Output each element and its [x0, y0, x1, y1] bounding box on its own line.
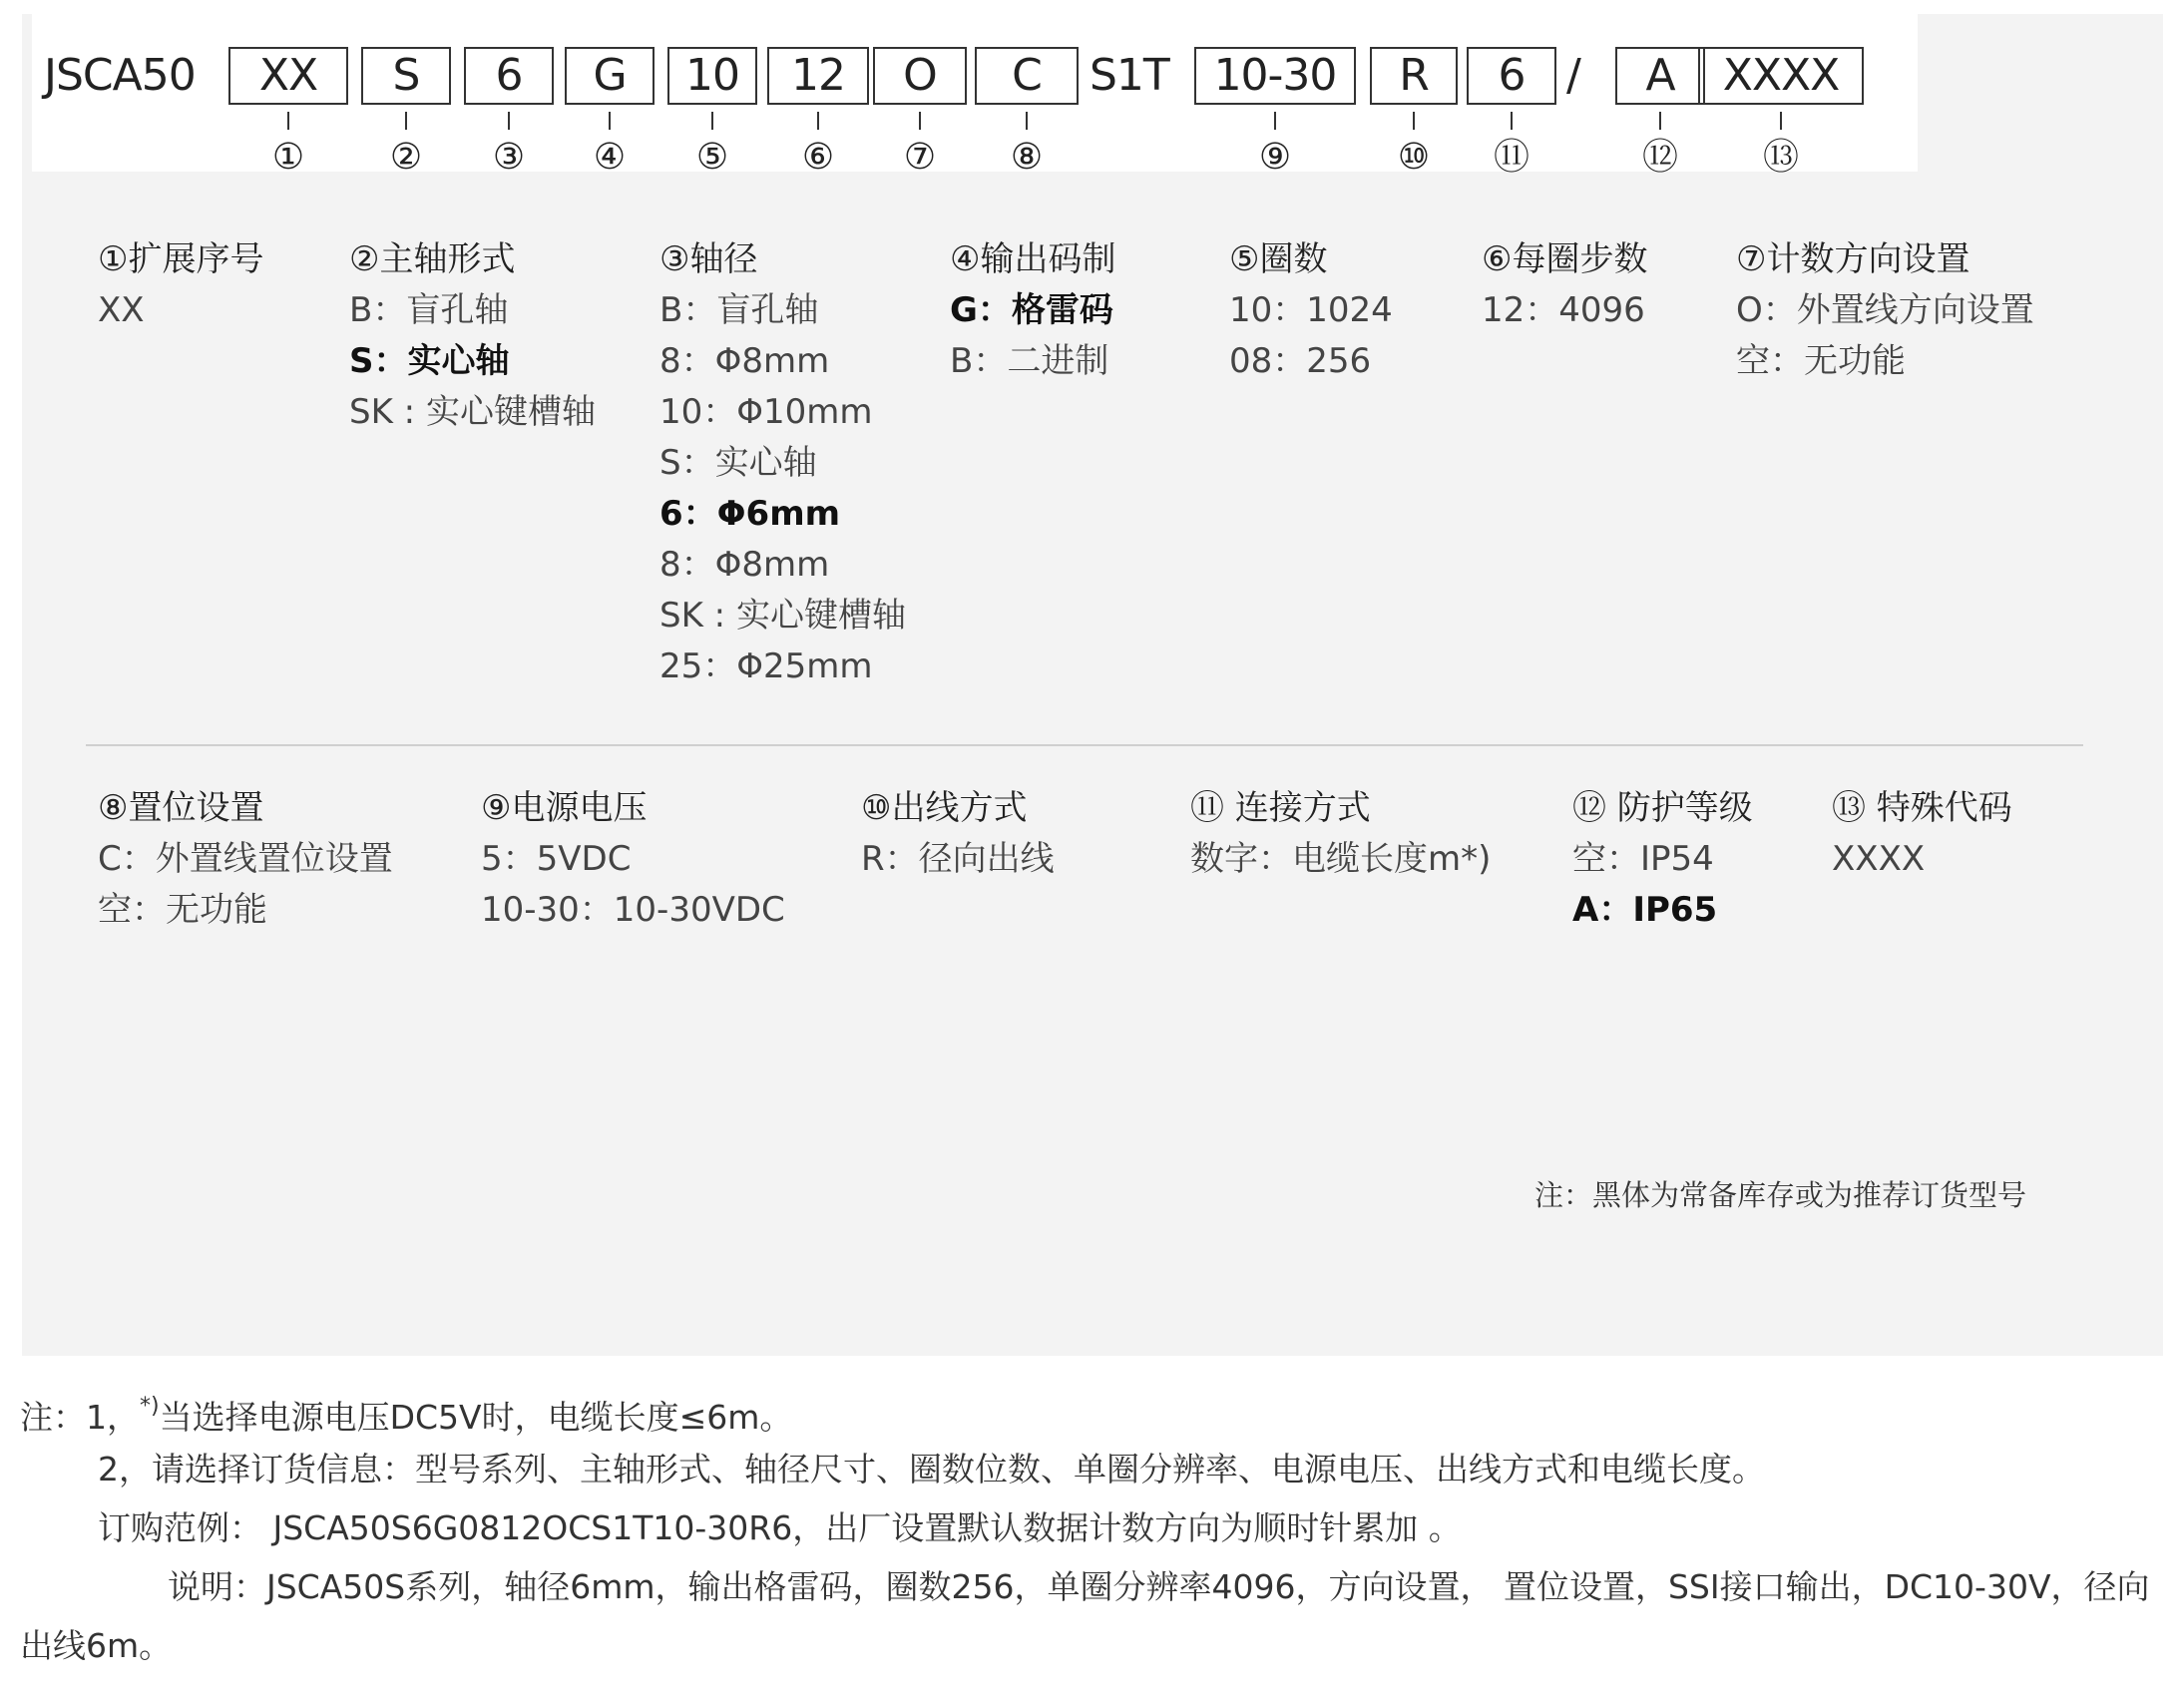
option-heading: ⑨电源电压 — [481, 788, 648, 828]
code-segment: R — [1370, 47, 1458, 105]
option-heading: ⑤圈数 — [1229, 239, 1328, 279]
option-value: 空：无功能 — [98, 890, 267, 930]
code-segment-number: ⑤ — [695, 137, 729, 178]
option-value: XXXX — [1832, 839, 1926, 879]
code-segment-connector — [1026, 112, 1028, 130]
code-segment-connector — [609, 112, 611, 130]
option-column-3 — [659, 234, 906, 692]
option-heading: ⑬ 特殊代码 — [1832, 788, 2012, 828]
code-segment: C — [975, 47, 1079, 105]
option-value: B：盲孔轴 — [659, 290, 819, 330]
option-column-4 — [950, 234, 1115, 387]
code-segment: 12 — [767, 47, 869, 105]
code-segment: O — [873, 47, 967, 105]
option-heading: ⑦计数方向设置 — [1736, 239, 1970, 279]
model-code-box — [32, 14, 1918, 178]
code-segment-connector — [1274, 112, 1276, 130]
option-value: 6：Φ6mm — [659, 494, 841, 534]
footnote-1-mark: *) — [140, 1394, 160, 1419]
code-segment-number: ⑪ — [1493, 137, 1529, 178]
code-segment-connector — [817, 112, 819, 130]
model-slash: / — [1566, 50, 1580, 101]
option-column-b-1 — [98, 783, 393, 936]
option-value: 空：无功能 — [1736, 341, 1906, 381]
option-value: XX — [98, 290, 145, 330]
option-heading: ⑫ 防护等级 — [1572, 788, 1753, 828]
option-value: A：IP65 — [1572, 890, 1718, 930]
option-column-b-3 — [861, 783, 1055, 885]
code-segment-number: ⑧ — [1010, 137, 1044, 178]
footnote-1-prefix: 注：1， — [20, 1398, 140, 1437]
option-value: 8：Φ8mm — [659, 341, 830, 381]
option-heading: ③轴径 — [659, 239, 758, 279]
model-prefix: JSCA50 — [44, 50, 196, 101]
option-heading: ⑧置位设置 — [98, 788, 264, 828]
option-value: 12：4096 — [1482, 290, 1645, 330]
code-segment-connector — [1780, 112, 1782, 130]
section-divider — [86, 744, 2083, 746]
option-value: 5：5VDC — [481, 839, 632, 879]
option-heading: ⑥每圈步数 — [1482, 239, 1648, 279]
code-segment-connector — [711, 112, 713, 130]
code-segment: XXXX — [1698, 47, 1864, 105]
option-value: S：实心轴 — [349, 341, 510, 381]
option-value: B：盲孔轴 — [349, 290, 509, 330]
code-segment-connector — [919, 112, 921, 130]
option-heading: ①扩展序号 — [98, 239, 264, 279]
code-segment: 10-30 — [1194, 47, 1356, 105]
option-column-b-5 — [1572, 783, 1753, 936]
option-value: R：径向出线 — [861, 839, 1055, 879]
code-segment-number: ⑦ — [903, 137, 937, 178]
code-segment-number: ⑫ — [1641, 137, 1678, 178]
option-value: B：二进制 — [950, 341, 1109, 381]
example-explanation-cont: 出线6m。 — [20, 1626, 173, 1665]
code-segment-connector — [287, 112, 289, 130]
option-value: 10-30：10-30VDC — [481, 890, 785, 930]
code-segment-connector — [1511, 112, 1513, 130]
option-value: 25：Φ25mm — [659, 646, 873, 686]
option-column-5 — [1229, 234, 1393, 387]
option-heading: ④输出码制 — [950, 239, 1116, 279]
code-segment: G — [565, 47, 655, 105]
code-segment-number: ① — [271, 137, 305, 178]
code-segment-connector — [508, 112, 510, 130]
code-segment: 6 — [464, 47, 554, 105]
option-value: C：外置线置位设置 — [98, 839, 393, 879]
code-segment: XX — [228, 47, 348, 105]
code-segment-number: ④ — [593, 137, 627, 178]
model-fixed-mid: S1T — [1090, 50, 1169, 101]
example-explanation: 说明：JSCA50S系列，轴径6mm，输出格雷码，圈数256，单圈分辨率4096，方向设置， 置位设置，SSI接口输出，DC10-30V，径向 — [168, 1567, 2150, 1606]
option-value: G：格雷码 — [950, 290, 1113, 330]
order-example: 订购范例： JSCA50S6G0812OCS1T10-30R6，出厂设置默认数据计数方向为顺时针累加 。 — [98, 1508, 1462, 1547]
code-segment: 10 — [667, 47, 757, 105]
code-segment-number: ⑥ — [801, 137, 835, 178]
code-segment-connector — [1659, 112, 1661, 130]
code-segment-number: ⑨ — [1258, 137, 1292, 178]
option-column-6 — [1482, 234, 1647, 336]
code-segment-number: ② — [389, 137, 423, 178]
option-value: 10：Φ10mm — [659, 392, 873, 432]
option-column-2 — [349, 234, 596, 438]
option-column-1 — [98, 234, 263, 336]
code-segment: 6 — [1467, 47, 1556, 105]
code-segment-number: ⑬ — [1762, 137, 1799, 178]
code-segment-connector — [1413, 112, 1415, 130]
option-column-b-4 — [1190, 783, 1491, 885]
code-segment-number: ⑩ — [1397, 137, 1431, 178]
option-value: 8：Φ8mm — [659, 545, 830, 585]
footnote-1 — [20, 1389, 792, 1440]
order-code-panel — [22, 14, 2163, 1356]
footnote-2: 2，请选择订货信息：型号系列、主轴形式、轴径尺寸、圈数位数、单圈分辨率、电源电压、出线方式和电缆长度。 — [98, 1450, 1765, 1489]
option-column-7 — [1736, 234, 2034, 387]
option-value: 10：1024 — [1229, 290, 1393, 330]
code-segment-connector — [405, 112, 407, 130]
option-value: S：实心轴 — [659, 443, 817, 483]
code-segment: A — [1615, 47, 1705, 105]
option-value: O：外置线方向设置 — [1736, 290, 2034, 330]
option-heading: ⑪ 连接方式 — [1190, 788, 1371, 828]
option-value: 数字：电缆长度m*) — [1190, 839, 1492, 879]
option-heading: ⑩出线方式 — [861, 788, 1028, 828]
option-value: 空：IP54 — [1572, 839, 1714, 879]
stock-note: 注：黑体为常备库存或为推荐订货型号 — [1534, 1178, 2027, 1212]
code-segment-number: ③ — [492, 137, 526, 178]
option-heading: ②主轴形式 — [349, 239, 516, 279]
option-value: 08：256 — [1229, 341, 1372, 381]
option-column-b-2 — [481, 783, 785, 936]
option-column-b-6 — [1832, 783, 2012, 885]
code-segment: S — [361, 47, 451, 105]
option-value: SK : 实心键槽轴 — [349, 392, 596, 432]
option-value: SK : 实心键槽轴 — [659, 596, 906, 636]
footnote-1-text: 当选择电源电压DC5V时，电缆长度≤6m。 — [159, 1398, 793, 1437]
